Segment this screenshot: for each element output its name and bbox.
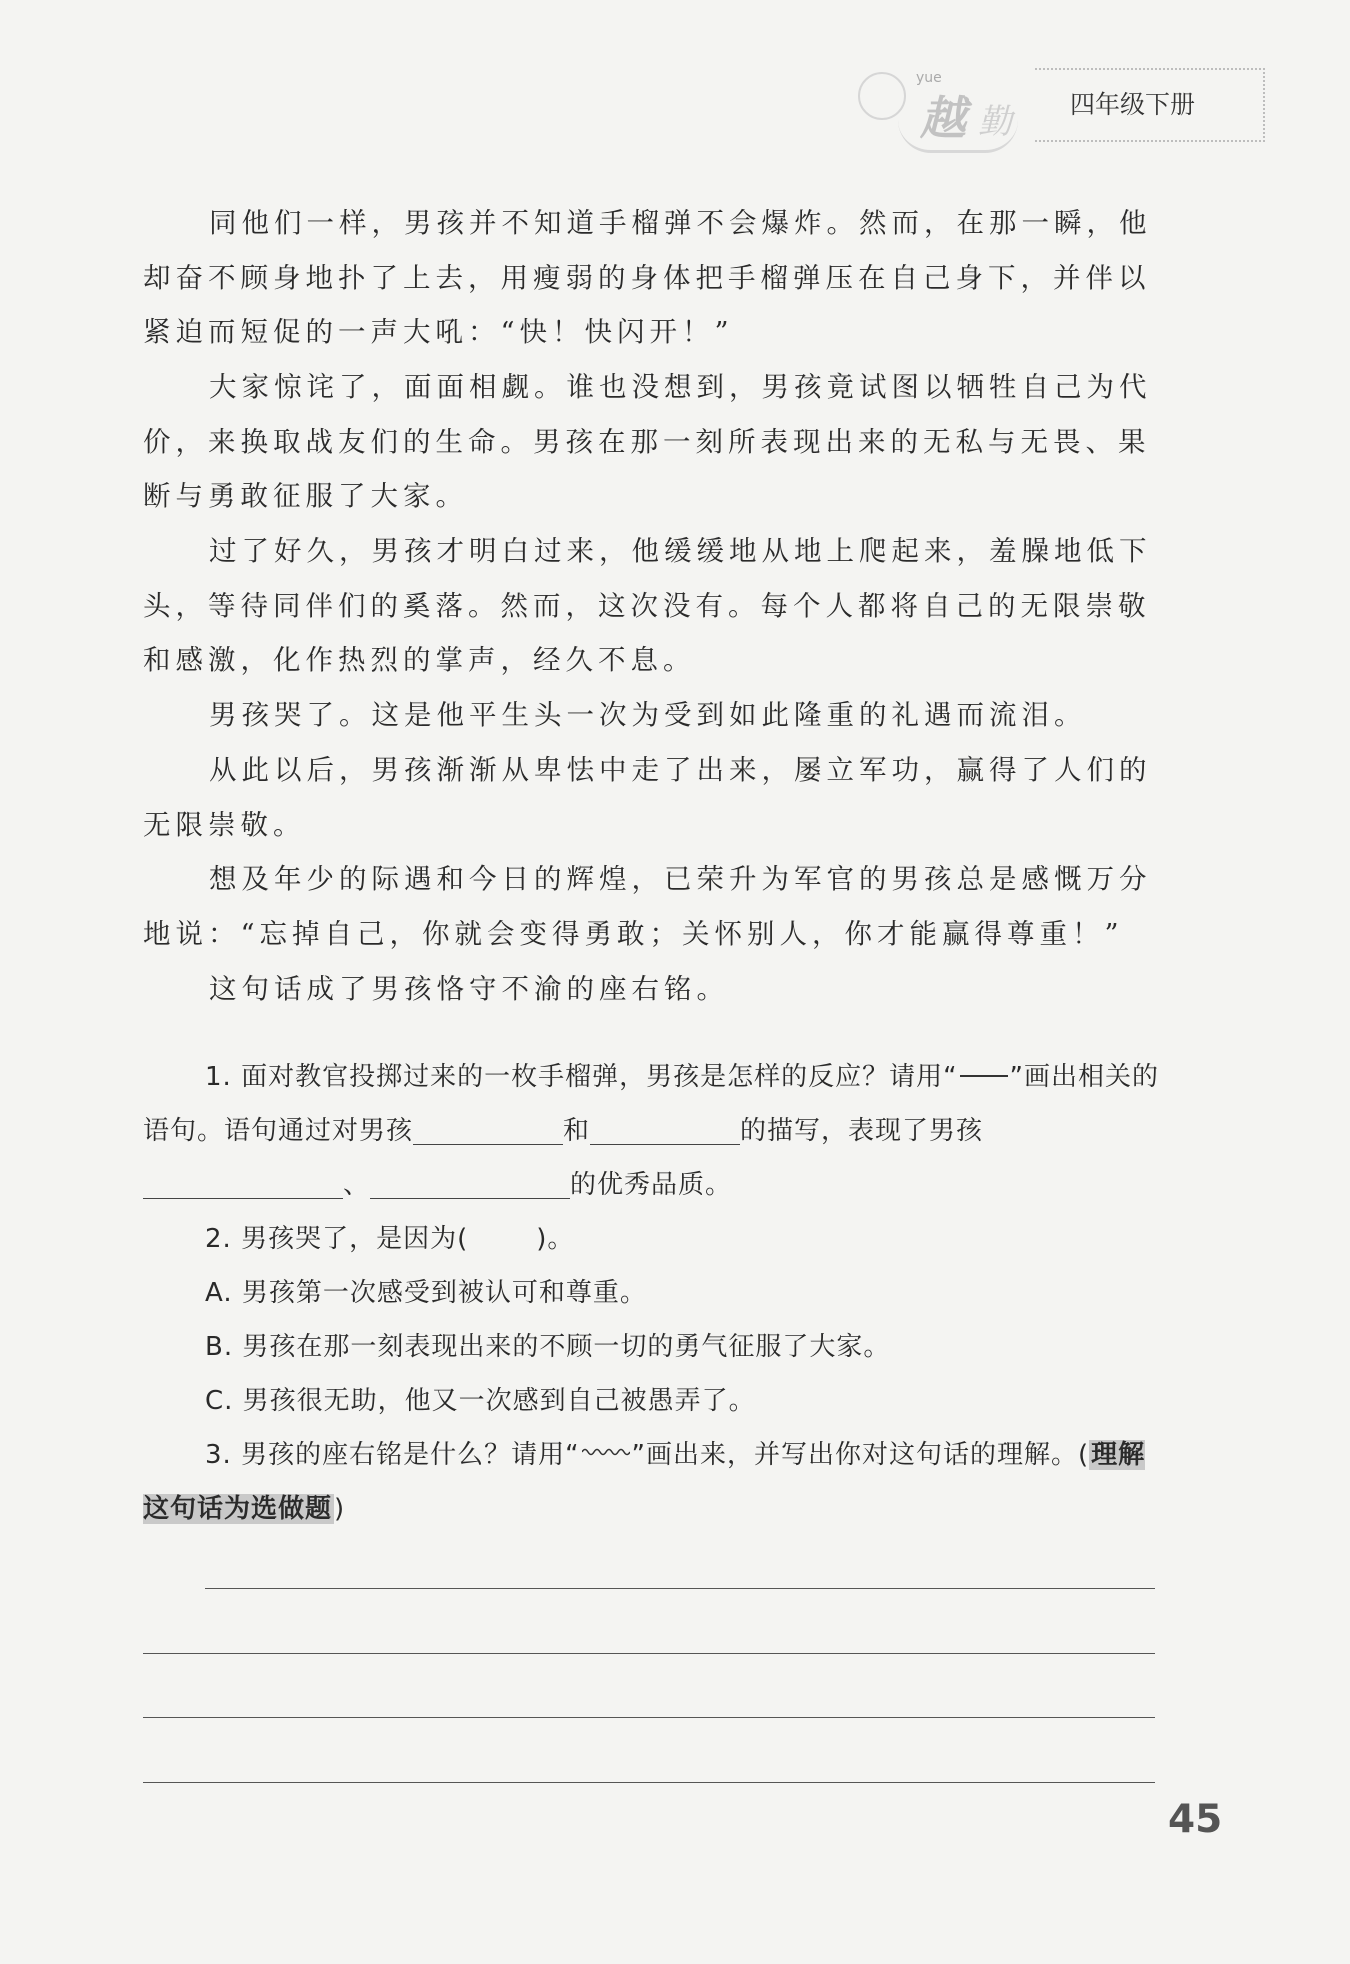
option-c: C. 男孩很无助，他又一次感到自己被愚弄了。 bbox=[205, 1386, 756, 1416]
question-1-text-b: ”画出相关的语句。语句通过对男孩 bbox=[143, 1062, 1160, 1146]
answer-line-2[interactable] bbox=[143, 1653, 1155, 1654]
seal-icon bbox=[858, 72, 906, 120]
passage-paragraph-4: 男孩哭了。这是他平生头一次为受到如此隆重的礼遇而流泪。 bbox=[209, 699, 1087, 731]
passage-paragraph-1: 同他们一样，男孩并不知道手榴弹不会爆炸。然而，在那一瞬，他却奋不顾身地扑了上去，用瘦弱的身体把手榴弹压在自己身下，并伴以紧迫而短促的一声大吼：“快！快闪开！” bbox=[143, 207, 1152, 348]
question-1-text-d: 的描写，表现了男孩 bbox=[740, 1116, 984, 1146]
passage-paragraph-7: 这句话成了男孩恪守不渝的座右铭。 bbox=[209, 973, 729, 1005]
passage-paragraph-6: 想及年少的际遇和今日的辉煌，已荣升为军官的男孩总是感慨万分地说：“忘掉自己，你就会变得勇敢；关怀别人，你才能赢得尊重！” bbox=[143, 863, 1152, 950]
straight-line-mark-icon bbox=[960, 1075, 1008, 1077]
question-2-stem-a: 2. 男孩哭了，是因为( bbox=[205, 1224, 469, 1254]
logo-pinyin: yue bbox=[916, 70, 942, 86]
question-1-text-e: 、 bbox=[343, 1170, 371, 1200]
answer-blank-1[interactable] bbox=[413, 1110, 563, 1145]
question-1-text-a: 1. 面对教官投掷过来的一枚手榴弹，男孩是怎样的反应？请用“ bbox=[205, 1062, 958, 1092]
grade-label: 四年级下册 bbox=[1070, 90, 1196, 119]
answer-line-3[interactable] bbox=[143, 1717, 1155, 1718]
question-1-text-c: 和 bbox=[563, 1116, 591, 1146]
answer-blank-2[interactable] bbox=[590, 1110, 740, 1145]
question-1-text-f: 的优秀品质。 bbox=[570, 1170, 733, 1200]
question-3-text-a: 3. 男孩的座右铭是什么？请用“ bbox=[205, 1440, 580, 1470]
option-a: A. 男孩第一次感受到被认可和尊重。 bbox=[205, 1278, 647, 1308]
wavy-line-mark-icon bbox=[582, 1447, 630, 1457]
brand-logo bbox=[858, 70, 1038, 145]
question-2 bbox=[143, 1212, 1161, 1266]
answer-blank-3[interactable] bbox=[143, 1164, 343, 1199]
question-2-stem-b: )。 bbox=[536, 1224, 575, 1254]
logo-char-yue: 越 bbox=[920, 91, 966, 145]
passage-paragraph-3: 过了好久，男孩才明白过来，他缓缓地从地上爬起来，羞臊地低下头，等待同伴们的奚落。然而，这次没有。每个人都将自己的无限崇敬和感激，化作热烈的掌声，经久不息。 bbox=[143, 535, 1152, 676]
answer-line-1[interactable] bbox=[205, 1588, 1155, 1589]
question-1 bbox=[143, 1050, 1161, 1212]
question-3-text-b: ”画出来，并写出你对这句话的理解。( bbox=[631, 1440, 1090, 1470]
question-3-text-c: ) bbox=[334, 1494, 346, 1524]
passage-paragraph-5: 从此以后，男孩渐渐从卑怯中走了出来，屡立军功，赢得了人们的无限崇敬。 bbox=[143, 754, 1152, 841]
optional-note-highlight: 理解这句话为选做题 bbox=[143, 1440, 1146, 1524]
option-b: B. 男孩在那一刻表现出来的不顾一切的勇气征服了大家。 bbox=[205, 1332, 891, 1362]
question-3 bbox=[143, 1428, 1161, 1536]
logo-swoosh-icon bbox=[898, 120, 1018, 153]
answer-blank-4[interactable] bbox=[370, 1164, 570, 1199]
answer-line-4[interactable] bbox=[143, 1782, 1155, 1783]
page-number: 45 bbox=[1168, 1797, 1223, 1842]
logo-char-qin: 勤 bbox=[978, 102, 1012, 142]
passage-paragraph-2: 大家惊诧了，面面相觑。谁也没想到，男孩竟试图以牺牲自己为代价，来换取战友们的生命。男孩在那一刻所表现出来的无私与无畏、果断与勇敢征服了大家。 bbox=[143, 371, 1152, 512]
